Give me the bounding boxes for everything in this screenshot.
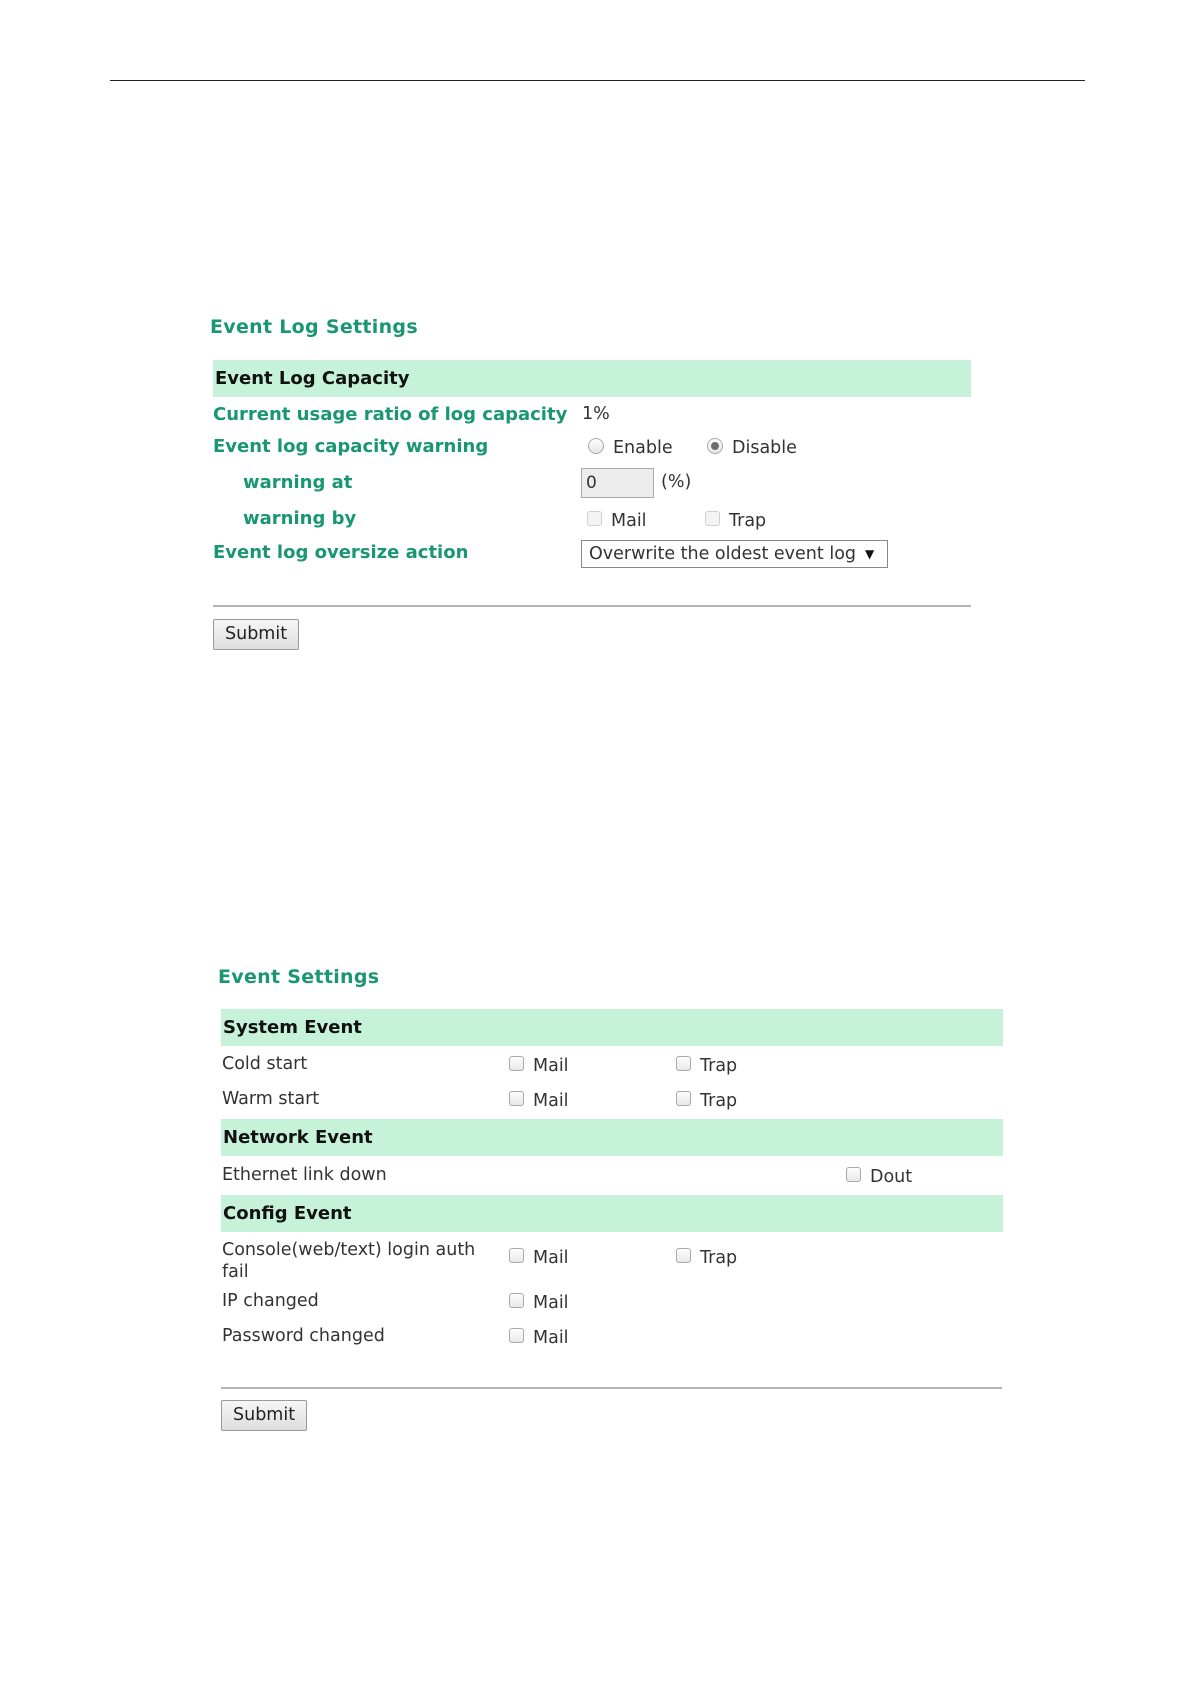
ethernet-link-down-dout-checkbox[interactable] — [846, 1167, 912, 1187]
login-auth-fail-trap-box[interactable] — [676, 1248, 691, 1263]
warm-start-mail-checkbox[interactable] — [509, 1091, 569, 1111]
event-settings-submit-button[interactable]: Submit — [221, 1400, 307, 1431]
warm-start-mail-box[interactable] — [509, 1091, 524, 1106]
ethernet-link-down-dout-box[interactable] — [846, 1167, 861, 1182]
oversize-action-value: Overwrite the oldest event log — [589, 544, 857, 564]
config-event-band: Config Event — [221, 1195, 1003, 1232]
ethernet-link-down-label: Ethernet link down — [222, 1165, 387, 1185]
login-auth-fail-mail-checkbox[interactable] — [509, 1248, 569, 1268]
usage-ratio-label: Current usage ratio of log capacity — [213, 404, 568, 425]
event-log-divider — [213, 605, 971, 607]
password-changed-mail-label: Mail — [533, 1328, 569, 1348]
event-settings-title: Event Settings — [218, 966, 380, 988]
warm-start-label: Warm start — [222, 1089, 320, 1109]
cold-start-mail-checkbox[interactable] — [509, 1056, 569, 1076]
warning-by-trap-label: Trap — [729, 511, 767, 531]
dropdown-arrow-icon: ▼ — [865, 547, 875, 561]
warning-by-mail-label: Mail — [611, 511, 647, 531]
disable-radio-circle[interactable] — [707, 438, 723, 454]
disable-radio[interactable] — [707, 438, 797, 458]
oversize-action-label: Event log oversize action — [213, 542, 469, 563]
login-auth-fail-label-line2: fail — [222, 1262, 249, 1282]
capacity-warning-label: Event log capacity warning — [213, 436, 489, 457]
event-log-settings-title: Event Log Settings — [210, 316, 418, 338]
password-changed-label: Password changed — [222, 1326, 385, 1346]
warning-by-trap-box[interactable] — [705, 511, 720, 526]
cold-start-label: Cold start — [222, 1054, 308, 1074]
enable-radio-circle[interactable] — [588, 438, 604, 454]
page-header-rule — [110, 80, 1085, 81]
oversize-action-select[interactable] — [581, 540, 888, 568]
cold-start-trap-label: Trap — [700, 1056, 738, 1076]
enable-radio[interactable] — [588, 438, 673, 458]
warm-start-trap-checkbox[interactable] — [676, 1091, 737, 1111]
ip-changed-label: IP changed — [222, 1291, 319, 1311]
cold-start-trap-checkbox[interactable] — [676, 1056, 737, 1076]
login-auth-fail-trap-label: Trap — [700, 1248, 738, 1268]
event-log-capacity-band: Event Log Capacity — [213, 360, 971, 397]
cold-start-mail-label: Mail — [533, 1056, 569, 1076]
warm-start-trap-box[interactable] — [676, 1091, 691, 1106]
warning-by-label: warning by — [243, 508, 357, 529]
warning-at-label: warning at — [243, 472, 353, 493]
password-changed-mail-checkbox[interactable] — [509, 1328, 569, 1348]
event-log-submit-button[interactable]: Submit — [213, 619, 299, 650]
cold-start-mail-box[interactable] — [509, 1056, 524, 1071]
ip-changed-mail-label: Mail — [533, 1293, 569, 1313]
warning-by-mail-checkbox[interactable] — [587, 511, 647, 531]
warning-at-input[interactable]: 0 — [581, 468, 654, 498]
cold-start-trap-box[interactable] — [676, 1056, 691, 1071]
warning-by-mail-box[interactable] — [587, 511, 602, 526]
network-event-band: Network Event — [221, 1119, 1003, 1156]
event-settings-divider — [221, 1387, 1002, 1389]
enable-radio-label: Enable — [613, 438, 673, 458]
login-auth-fail-mail-label: Mail — [533, 1248, 569, 1268]
ip-changed-mail-checkbox[interactable] — [509, 1293, 569, 1313]
password-changed-mail-box[interactable] — [509, 1328, 524, 1343]
login-auth-fail-trap-checkbox[interactable] — [676, 1248, 737, 1268]
ethernet-link-down-dout-label: Dout — [870, 1167, 913, 1187]
warm-start-mail-label: Mail — [533, 1091, 569, 1111]
system-event-band: System Event — [221, 1009, 1003, 1046]
disable-radio-label: Disable — [732, 438, 797, 458]
login-auth-fail-mail-box[interactable] — [509, 1248, 524, 1263]
warning-by-trap-checkbox[interactable] — [705, 511, 766, 531]
ip-changed-mail-box[interactable] — [509, 1293, 524, 1308]
usage-ratio-value: 1% — [582, 404, 610, 424]
login-auth-fail-label-line1: Console(web/text) login auth — [222, 1240, 476, 1260]
warning-at-unit: (%) — [661, 472, 692, 492]
warm-start-trap-label: Trap — [700, 1091, 738, 1111]
